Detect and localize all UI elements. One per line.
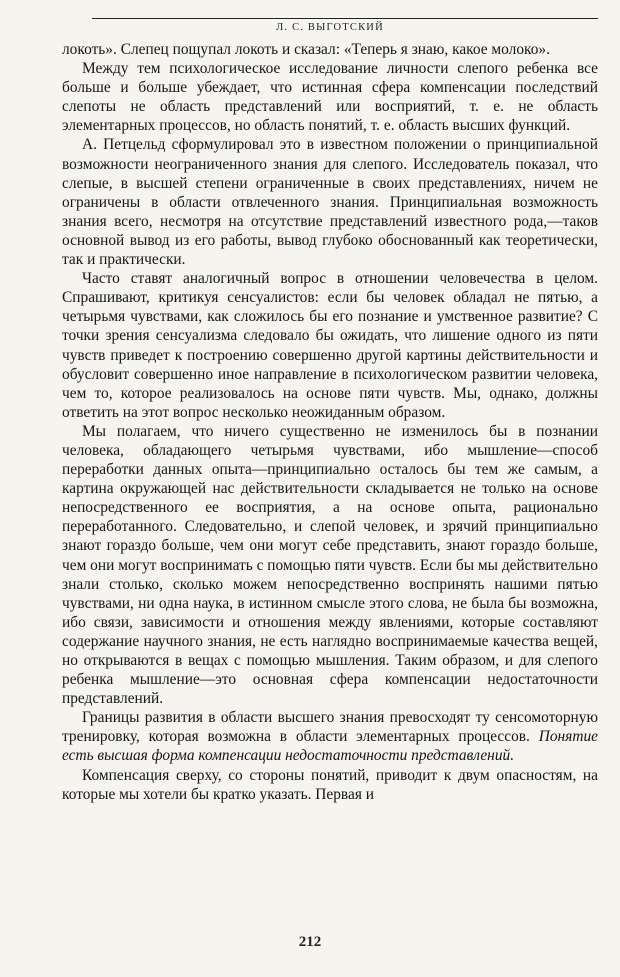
paragraph-4: Часто ставят аналогичный вопрос в отношении человечества в целом. Спрашивают, критикуя сенсуалистов: если бы человек обладал не пятью, а четырьмя чувствами, как сложилось бы его познание и умственное развитие? С точки зрения сенсуализма следовало бы ожидать, что лишение одного из пяти чувств приведет к построению совершенно другой картины действительности и обусловит совершенно иное направление в психологическом развитии человека, чем то, которое реализовалось на основе пяти чувств. Мы, однако, должны ответить на этот вопрос несколько неожиданным образом. [62, 270, 598, 421]
paragraph-1: локоть». Слепец пощупал локоть и сказал: «Теперь я знаю, какое молоко». [62, 41, 550, 58]
paragraph-2: Между тем психологическое исследование личности слепого ребенка все больше и больше убеждает, что истинная сфера компенсации последствий слепоты не область представлений или восприятий, т. е. не область элементарных процессов, но область понятий, т. е. область высших функций. [62, 60, 598, 135]
paragraph-6 [62, 708, 598, 765]
paragraph-5: Мы полагаем, что ничего существенно не изменилось бы в познании человека, обладающего четырьмя чувствами, ибо мышление—способ переработки данных опыта—принципиально осталось бы тем же самым, а картина окружающей нас действительности складывается не только на основе непосредственного ее восприятия, а на основе опыта, рационально переработанного. Следовательно, и слепой человек, и зрячий принципиально знают гораздо больше, чем они могут себе представить, знают гораздо больше, чем они могут воспринимать с помощью пяти чувств. Если бы мы действительно знали столько, сколько можем непосредственно воспринять нашими пятью чувствами, ни одна наука, в истинном смысле этого слова, не была бы возможна, ибо связи, зависимости и отношения между явлениями, которые составляют содержание научного знания, не есть наглядно воспринимаемые качества вещей, но открываются в вещах с помощью мышления. Таким образом, и для слепого ребенка мышление—это основная сфера компенсации недостаточности представлений. [62, 422, 598, 708]
page-number: 212 [298, 934, 322, 950]
book-page [62, 18, 598, 804]
paragraph-3: А. Петцельд сформулировал это в известном положении о принципиальной возможности неограниченного знания для слепого. Исследователь показал, что слепые, в высшей степени ограниченные в своих представлениях, ничем не ограничены в области отвлеченного знания. Принципиальная возможность знания всего, несмотря на отсутствие представлений известного рода,—таков основной вывод из его работы, вывод глубоко обоснованный как теоретически, так и практически. [62, 136, 598, 269]
paragraph-7: Компенсация сверху, со стороны понятий, приводит к двум опасностям, на которые мы хотели бы кратко указать. Первая и [62, 766, 598, 803]
paragraph-6-emphasis: Понятие есть высшая форма компенсации недостаточности представлений. [62, 728, 598, 765]
body-text [62, 40, 598, 804]
header-rule [92, 18, 598, 19]
paragraph-6-text: Границы развития в области высшего знания превосходят ту сенсомоторную тренировку, которая возможна в области элементарных процессов. [62, 709, 598, 746]
running-head: Л. С. ВЫГОТСКИЙ [276, 22, 384, 33]
